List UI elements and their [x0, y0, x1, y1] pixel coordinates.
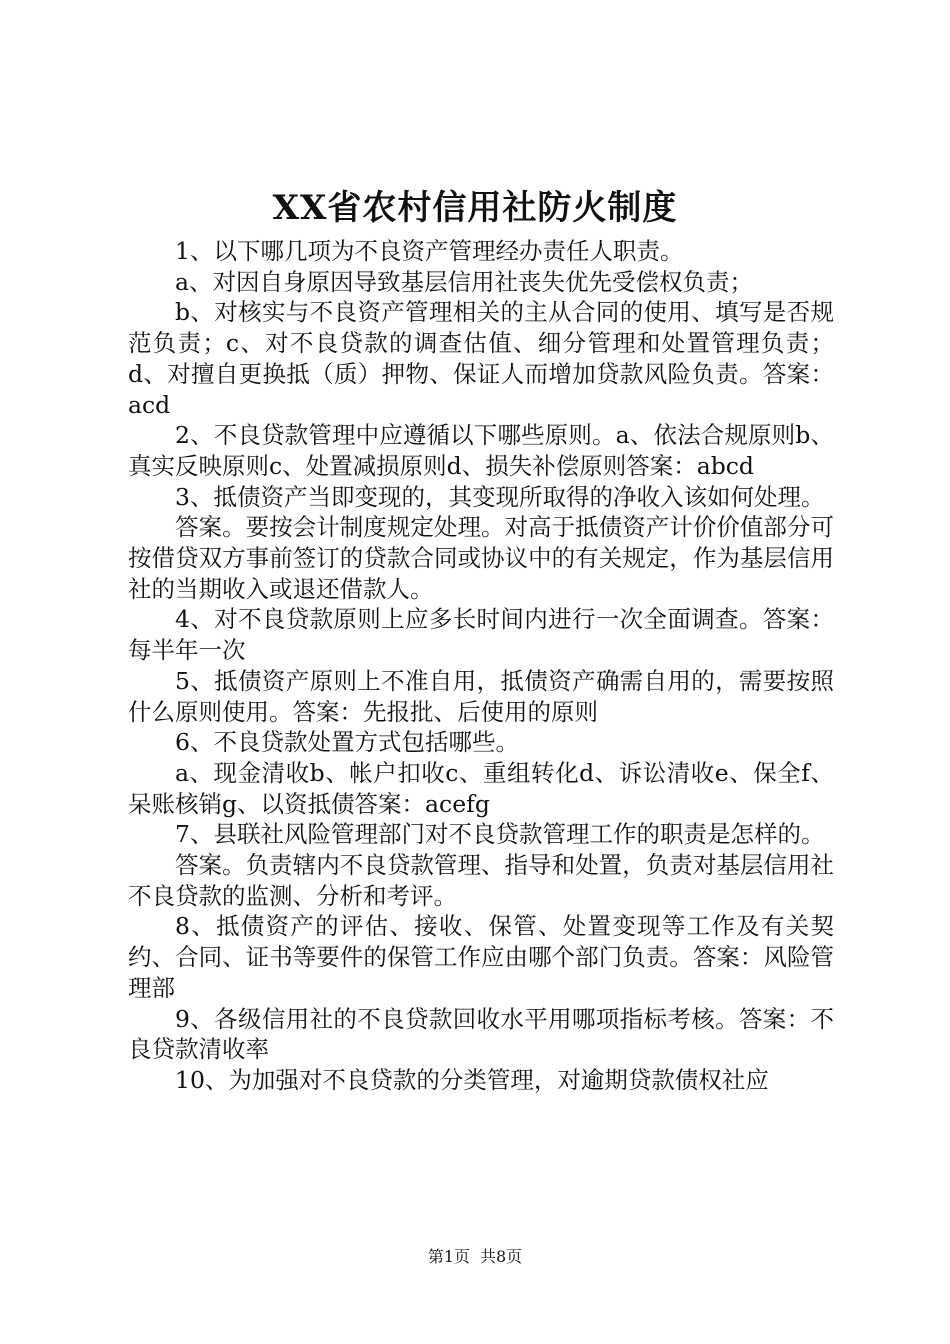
paragraph: a、现金清收b、帐户扣收c、重组转化d、诉讼清收e、保全f、呆账核销g、以资抵债答案：acefg	[128, 758, 834, 818]
paragraph: b、对核实与不良资产管理相关的主从合同的使用、填写是否规范负责；c、对不良贷款的调查估值、细分管理和处置管理负责；d、对擅自更换抵（质）押物、保证人而增加贷款风险负责。答案：acd	[128, 298, 834, 419]
paragraph: 8、抵债资产的评估、接收、保管、处置变现等工作及有关契约、合同、证书等要件的保管工作应由哪个部门负责。答案：风险管理部	[128, 912, 834, 1002]
page-footer	[0, 1247, 950, 1267]
document-title: XX省农村信用社防火制度	[272, 188, 678, 228]
paragraph: 3、抵债资产当即变现的，其变现所取得的净收入该如何处理。	[175, 482, 825, 511]
paragraph: 9、各级信用社的不良贷款回收水平用哪项指标考核。答案：不良贷款清收率	[128, 1004, 834, 1064]
page-total: 共8页	[480, 1247, 523, 1266]
paragraph: a、对因自身原因导致基层信用社丧失优先受偿权负责；	[175, 267, 754, 296]
paragraph: 答案。要按会计制度规定处理。对高于抵债资产计价价值部分可按借贷双方事前签订的贷款合同或协议中的有关规定，作为基层信用社的当期收入或退还借款人。	[128, 513, 834, 603]
paragraph: 6、不良贷款处置方式包括哪些。	[175, 728, 519, 757]
paragraph: 7、县联社风险管理部门对不良贷款管理工作的职责是怎样的。	[175, 820, 825, 849]
page-number: 第1页	[427, 1247, 470, 1266]
paragraph: 5、抵债资产原则上不准自用，抵债资产确需自用的，需要按照什么原则使用。答案：先报批、后使用的原则	[128, 666, 834, 726]
document-body	[128, 236, 834, 1096]
paragraph: 1、以下哪几项为不良资产管理经办责任人职责。	[175, 237, 684, 265]
paragraph: 答案。负责辖内不良贷款管理、指导和处置，负责对基层信用社不良贷款的监测、分析和考评。	[128, 851, 834, 910]
paragraph: 4、对不良贷款原则上应多长时间内进行一次全面调查。答案：每半年一次	[128, 605, 834, 665]
paragraph: 2、不良贷款管理中应遵循以下哪些原则。a、依法合规原则b、真实反映原则c、处置减损原则d、损失补偿原则答案：abcd	[128, 421, 834, 480]
paragraph: 10、为加强对不良贷款的分类管理，对逾期贷款债权社应	[175, 1065, 769, 1094]
